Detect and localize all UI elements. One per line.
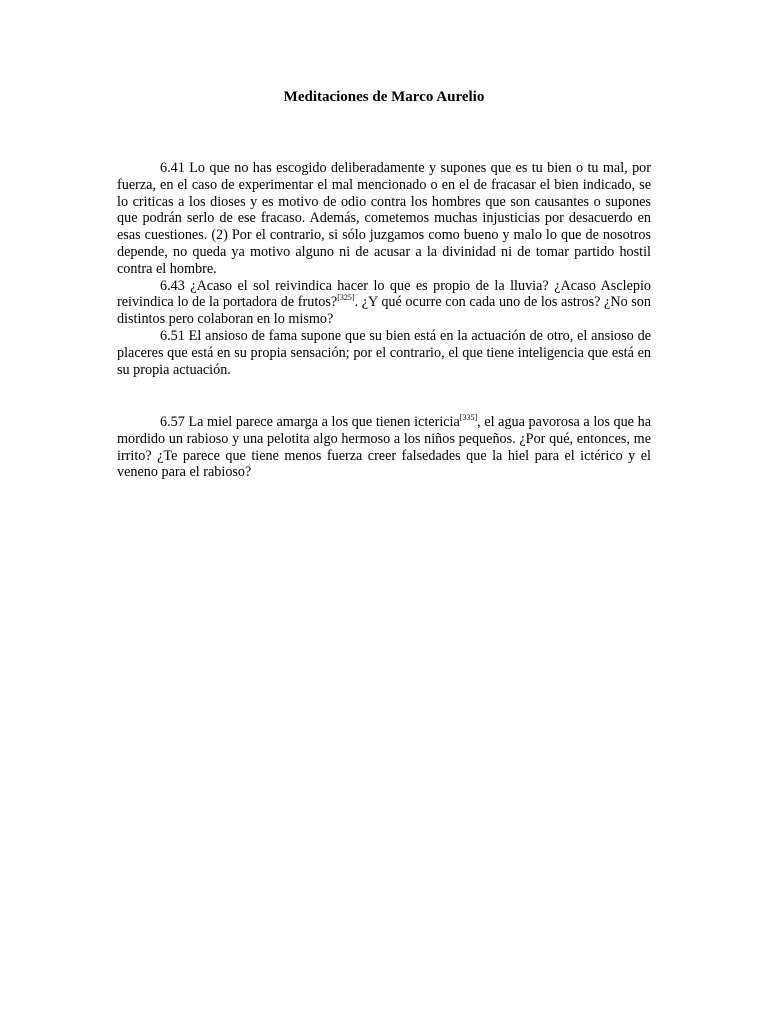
paragraph-6-51: 6.51 El ansioso de fama supone que su bien está en la actuación de otro, el ansioso de placeres que está en su propia sensación; por el contrario, el que tiene inteligencia que está en su propia actuación. — [117, 327, 651, 378]
paragraph-6-43-text-start: 6.43 ¿Acaso el sol reivindica hacer lo que es propio de la lluvia? ¿Acaso Asclepio reivindica lo de la portadora de frutos? — [117, 277, 651, 311]
paragraph-6-57-text-start: 6.57 La miel parece amarga a los que tienen ictericia — [160, 414, 460, 430]
paragraph-6-43-text-end: . ¿Y qué ocurre con cada uno de los astros? ¿No son distintos pero colaboran en lo mismo? — [117, 294, 651, 328]
paragraph-6-43 — [117, 278, 651, 328]
paragraph-6-41: 6.41 Lo que no has escogido deliberadamente y supones que es tu bien o tu mal, por fuerza, en el caso de experimentar el mal mencionado o en el de fracasar el bien indicado, se lo criticas a los dioses y es motivo de odio contra los hombres que son causantes o supones que podrán serlo de ese fracaso. Además, cometemos muchas injusticias por desacuerdo en esas cuestiones. (2) Por el contrario, si sólo juzgamos como bueno y malo lo que de nosotros depende, no queda ya motivo alguno ni de acusar a la divinidad ni de tomar partido hostil contra el hombre. — [117, 160, 651, 277]
document-title: Meditaciones de Marco Aurelio — [283, 89, 485, 105]
paragraph-6-57-text-end: , el agua pavorosa a los que ha mordido un rabioso y una pelotita algo hermoso a los niños pequeños. ¿Por qué, entonces, me irrito? ¿Te parece que tiene menos fuerza creer falsedades que la hiel para el ictérico y el veneno para el rabioso? — [117, 414, 651, 481]
text-block-upper — [117, 160, 651, 378]
footnote-ref-325[interactable]: [325] — [337, 293, 355, 303]
paragraph-6-57 — [117, 414, 651, 481]
footnote-ref-335[interactable]: [335] — [459, 413, 478, 422]
text-block-lower — [117, 414, 651, 481]
